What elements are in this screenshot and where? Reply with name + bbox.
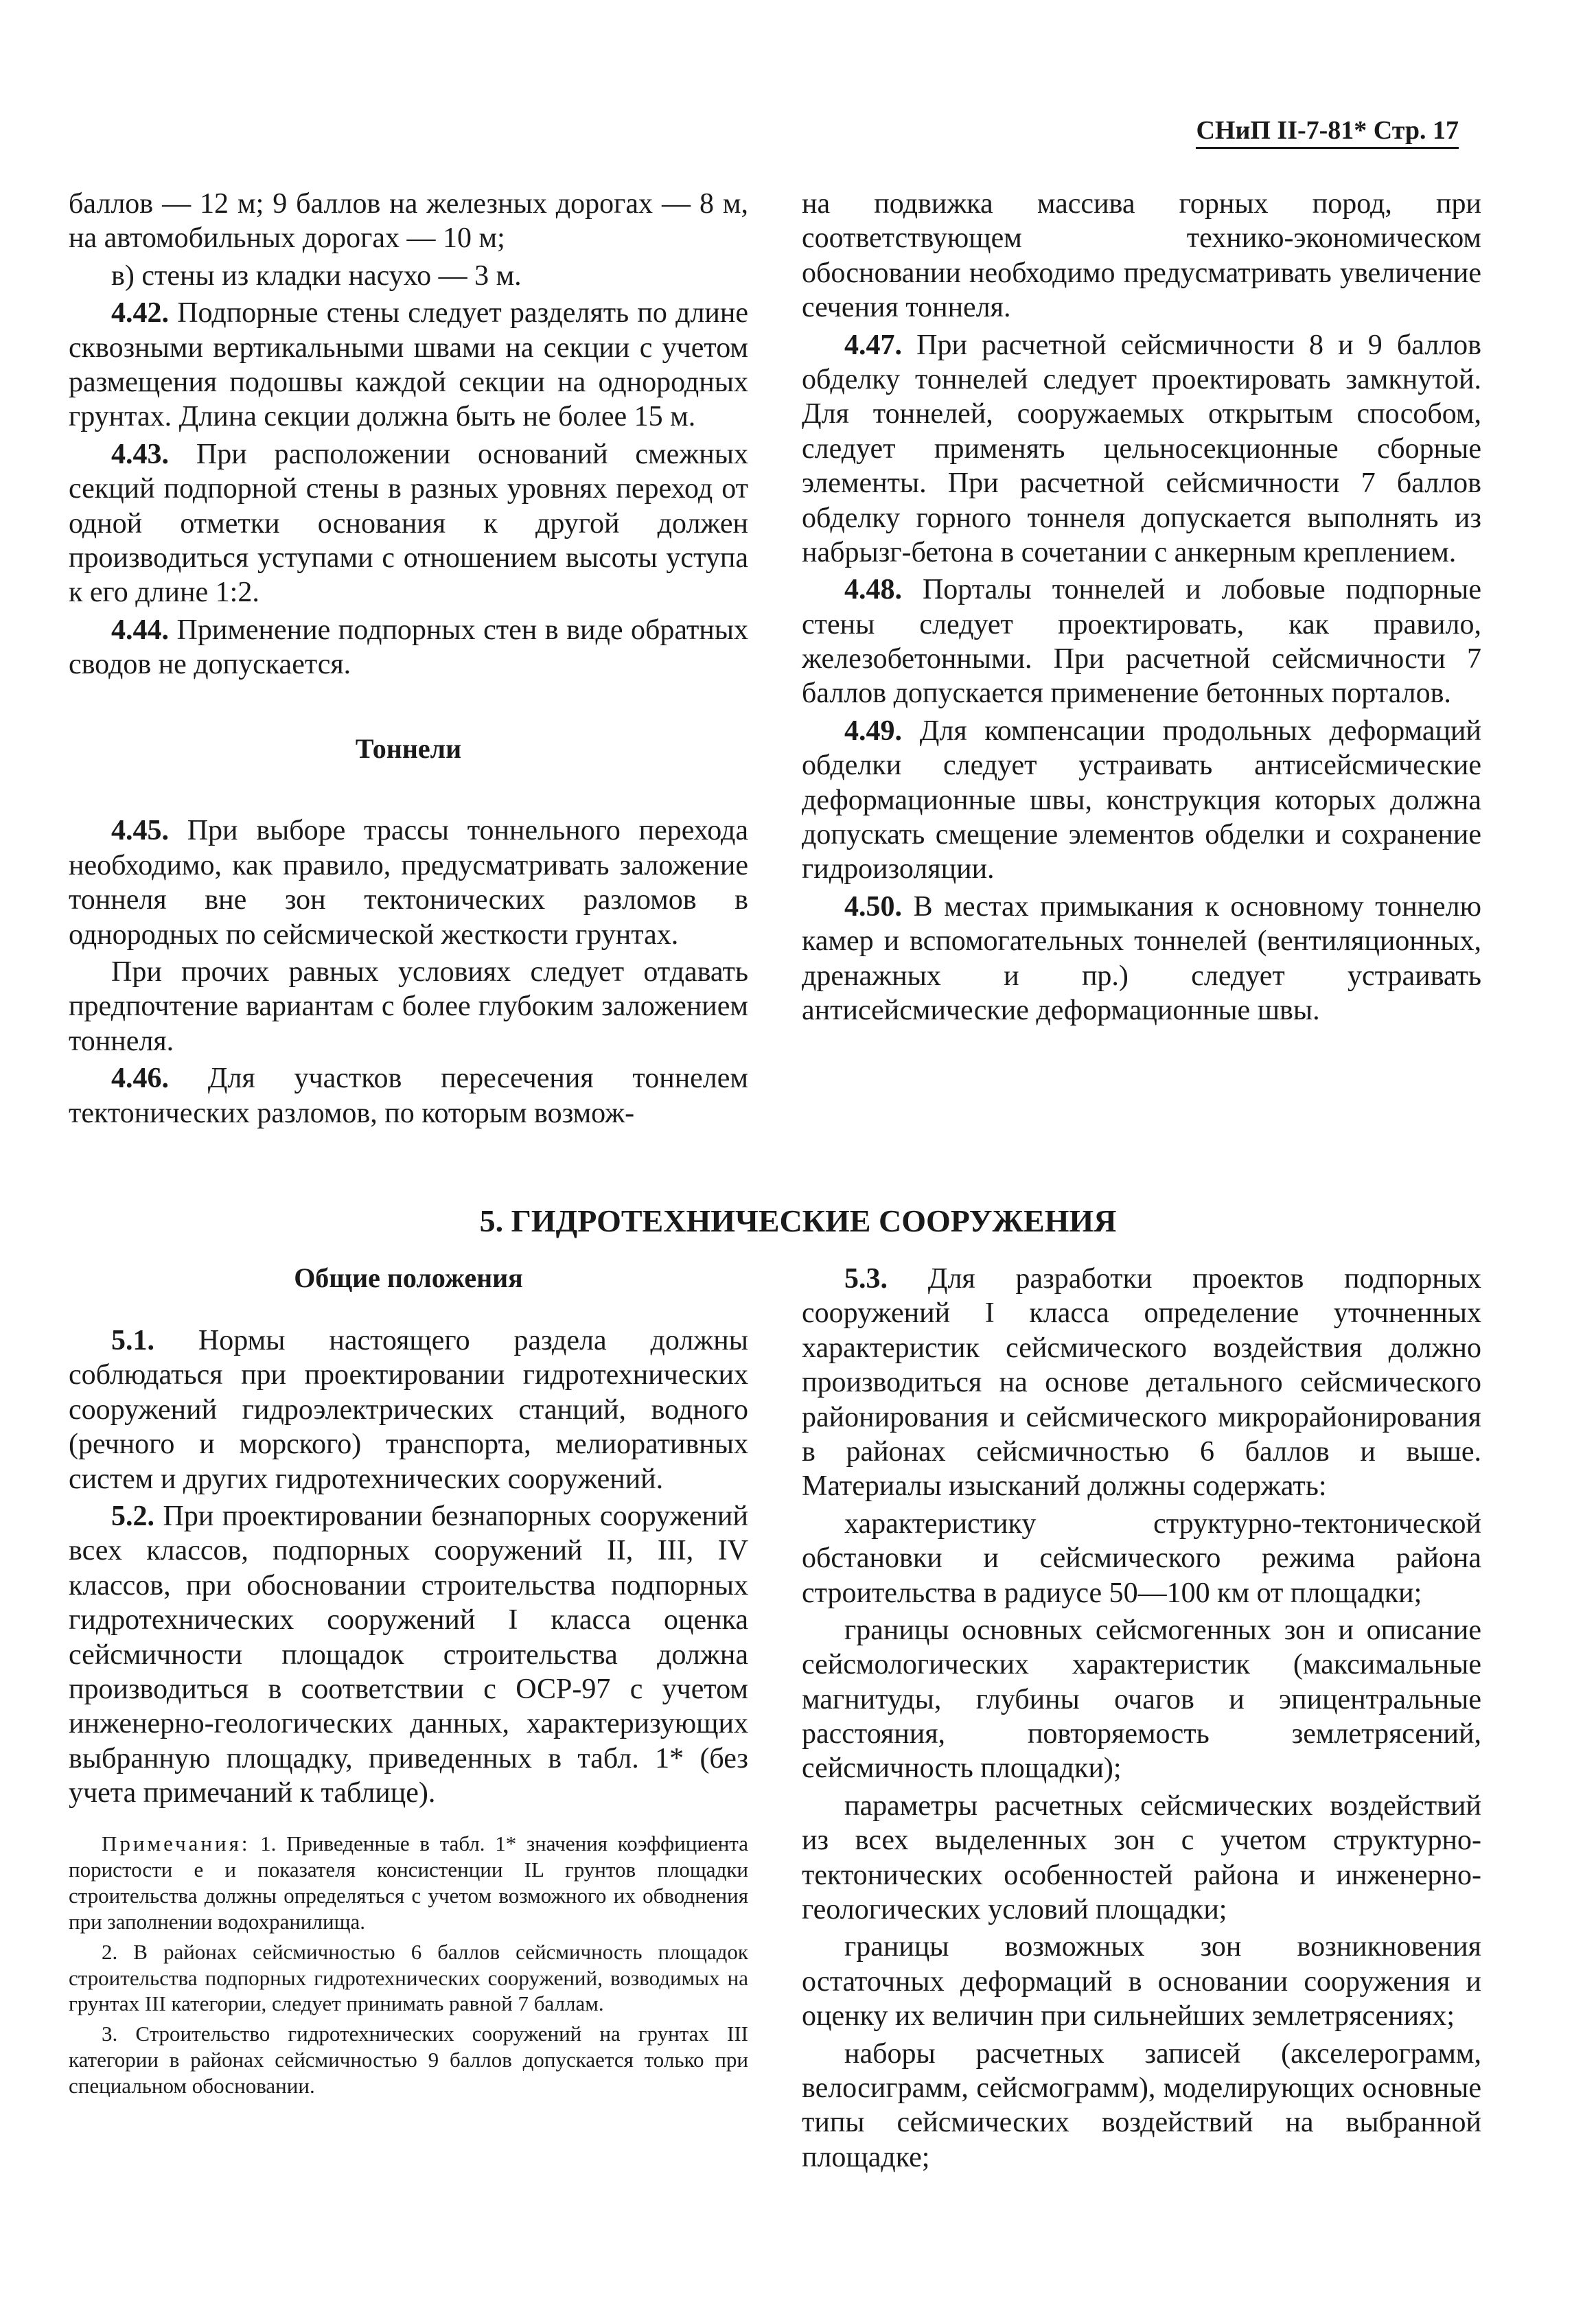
- list-item: параметры расчетных сейсмических воздействий из всех выделенных зон с учетом структурно-тектонических особенностей района и инженерно-геологических условий площадки;: [802, 1790, 1481, 1926]
- para-4-43: [69, 437, 748, 610]
- subheading-general: Общие положения: [294, 1262, 523, 1293]
- para-text: Для компенсации продольных деформаций обделки следует устраивать антисейсмические деформационные швы, конструкция которых должна допускать смещение элементов обделки и сохранение гидроизоляции.: [802, 715, 1481, 886]
- para-4-49: [802, 714, 1481, 887]
- para-number: 5.3.: [844, 1263, 888, 1295]
- para-text: Для участков пересечения тоннелем тектонических разломов, по которым возмож-: [69, 1063, 748, 1129]
- notes-block: [69, 1831, 748, 2098]
- para-4-50: [802, 890, 1481, 1028]
- para-4-48: [802, 572, 1481, 711]
- para-text: Для разработки проектов подпорных сооружений I класса определение уточненных характеристик сейсмического воздействия должно производиться на основе детального сейсмического районирования и сейсмического микрорайонирования в районах сейсмичностью 6 баллов и выше. Материалы изысканий должны содержать:: [802, 1263, 1481, 1503]
- bottom-right-column: [802, 1262, 1481, 2177]
- para-5-3: [802, 1262, 1481, 1504]
- para-4-45: [69, 813, 748, 952]
- para-number: 4.50.: [844, 890, 902, 923]
- para-4-42: [69, 296, 748, 435]
- list-item: наборы расчетных записей (акселерограмм, велосиграмм, сейсмограмм), моделирующих основные типы сейсмических воздействий на выбранной площадке;: [802, 2037, 1481, 2173]
- para-number: 4.46.: [111, 1063, 169, 1095]
- para-text: При проектировании безнапорных сооружений всех классов, подпорных сооружений II, III, IV классов, при обосновании строительства подпорных гидротехнических сооружений I класса оценка сейсмичности площадок строительства должна производиться в соответствии с ОСР-97 с учетом инженерно-геологических данных, характеризующих выбранную площадку, приведенных в табл. 1* (без учета примечаний к таблице).: [69, 1500, 748, 1809]
- page-header: СНиП II-7-81* Стр. 17: [1196, 115, 1459, 149]
- note-text: 1. Приведенные в табл. 1* значения коэффициента пористости e и показателя консистенции IL грунтов площадки строительства должны определяться с учетом возможного их обводнения при заполнении водохранилища.: [69, 1831, 748, 1934]
- top-right-column: [802, 187, 1481, 1030]
- para-text: При выборе трассы тоннельного перехода необходимо, как правило, предусматривать заложение тоннеля вне зон тектонических разломов в однородных по сейсмической жесткости грунтах.: [69, 815, 748, 951]
- list-item: границы возможных зон возникновения остаточных деформаций в основании сооружения и оценку их величин при сильнейших землетрясениях;: [802, 1931, 1481, 2033]
- subheading-tunnels: Тоннели: [355, 733, 462, 765]
- para-5-2: [69, 1499, 748, 1811]
- note-1: [69, 1831, 748, 1934]
- continuation-text: на подвижка массива горных пород, при соответствующем технико-экономическом обосновании необходимо предусматривать увеличение сечения тоннеля.: [802, 188, 1481, 324]
- para-number: 4.45.: [111, 815, 169, 847]
- para-number: 4.47.: [844, 329, 902, 361]
- section-title: 5. ГИДРОТЕХНИЧЕСКИЕ СООРУЖЕНИЯ: [479, 1203, 1117, 1238]
- para-text: При расположении оснований смежных секций подпорной стены в разных уровнях переход от одной отметки основания к другой должен производиться уступами с отношением высоты уступа к его длине 1:2.: [69, 438, 748, 609]
- para-4-46: [69, 1061, 748, 1131]
- para-text: Подпорные стены следует разделять по длине сквозными вертикальными швами на секции с учетом размещения подошвы каждой секции на однородных грунтах. Длина секции должна быть не более 15 м.: [69, 297, 748, 433]
- para-4-47: [802, 328, 1481, 570]
- top-left-column: [69, 187, 748, 1133]
- para-number: 4.44.: [111, 614, 169, 646]
- bottom-left-column: [69, 1262, 748, 2103]
- note-3: 3. Строительство гидротехнических сооружений на грунтах III категории в районах сейсмичностью 9 баллов допускается только при специальном обосновании.: [69, 2022, 748, 2098]
- para-4-45-b: При прочих равных условиях следует отдавать предпочтение вариантам с более глубоким заложением тоннеля.: [69, 956, 748, 1057]
- para-4-44: [69, 613, 748, 682]
- item-v: в) стены из кладки насухо — 3 м.: [111, 259, 522, 292]
- para-text: Нормы настоящего раздела должны соблюдаться при проектировании гидротехнических сооружений гидроэлектрических станций, водного (речного и морского) транспорта, мелиоративных систем и других гидротехнических сооружений.: [69, 1325, 748, 1495]
- para-number: 4.42.: [111, 297, 169, 329]
- para-number: 5.2.: [111, 1500, 154, 1532]
- para-number: 5.1.: [111, 1325, 154, 1356]
- para-text: При расчетной сейсмичности 8 и 9 баллов обделку тоннелей следует проектировать замкнутой. Для тоннелей, сооружаемых открытым способом, следует применять цельносекционные сборные элементы. При расчетной сейсмичности 7 баллов обделку горного тоннеля допускается выполнять из набрызг-бетона в сочетании с анкерным креплением.: [802, 329, 1481, 568]
- list-item: характеристику структурно-тектонической обстановки и сейсмического режима района строительства в радиусе 50—100 км от площадки;: [802, 1507, 1481, 1609]
- note-2: 2. В районах сейсмичностью 6 баллов сейсмичность площадок строительства подпорных гидротехнических сооружений, возводимых на грунтах III категории, следует принимать равной 7 баллам.: [69, 1939, 748, 2016]
- para-number: 4.49.: [844, 715, 902, 747]
- notes-label: Примечания:: [102, 1831, 251, 1856]
- para-text: В местах примыкания к основному тоннелю камер и вспомогательных тоннелей (вентиляционных, дренажных и пр.) следует устраивать антисейсмические деформационные швы.: [802, 890, 1481, 1026]
- list-item: границы основных сейсмогенных зон и описание сейсмологических характеристик (максимальные магнитуды, глубины очагов и эпицентральные расстояния, повторяемость землетрясений, сейсмичность площадки);: [802, 1614, 1481, 1785]
- para-text: Применение подпорных стен в виде обратных сводов не допускается.: [69, 614, 748, 681]
- para-number: 4.48.: [844, 574, 902, 606]
- continuation-text: баллов — 12 м; 9 баллов на железных дорогах — 8 м, на автомобильных дорогах — 10 м;: [69, 188, 748, 255]
- para-number: 4.43.: [111, 438, 169, 470]
- para-5-1: [69, 1323, 748, 1496]
- para-text: Порталы тоннелей и лобовые подпорные стены следует проектировать, как правило, железобетонными. При расчетной сейсмичности 7 баллов допускается применение бетонных порталов.: [802, 574, 1481, 710]
